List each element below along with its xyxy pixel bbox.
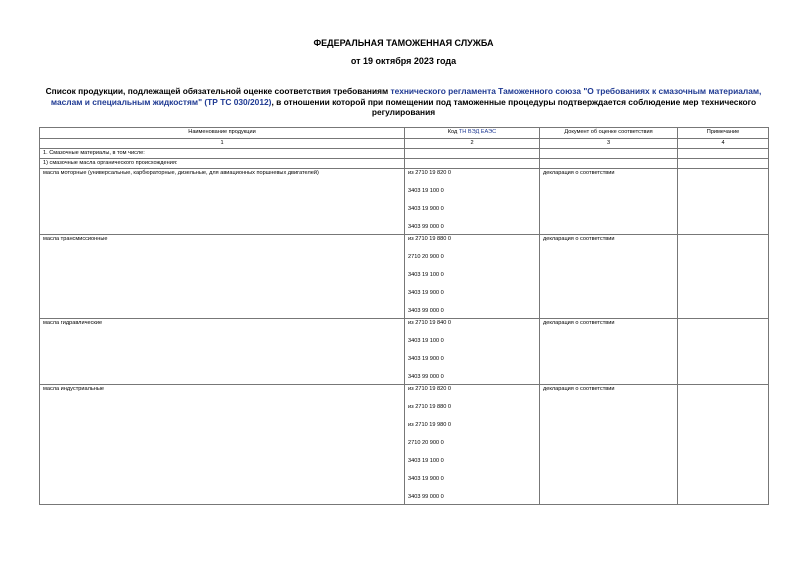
products-table — [39, 127, 769, 505]
table-header-row — [40, 128, 769, 139]
conformity-document: декларация о соответствии — [540, 319, 678, 385]
note — [678, 385, 769, 505]
col-header-code-label: Код — [447, 129, 459, 135]
hs-code: из 2710 19 820 0 — [408, 170, 452, 176]
product-codes — [405, 235, 540, 319]
product-codes — [405, 385, 540, 505]
title-text-1: Список продукции, подлежащей обязательной оценке соответствия требованиям — [45, 86, 391, 96]
product-name: масла индустриальные — [40, 385, 405, 505]
col-number: 2 — [405, 139, 540, 149]
hs-code: из 2710 19 880 0 — [408, 404, 452, 410]
document-title — [38, 86, 769, 118]
hs-code: 3403 99 000 0 — [408, 374, 444, 380]
hs-code: 3403 19 100 0 — [408, 188, 444, 194]
col-header-note: Примечание — [678, 128, 769, 139]
document-org: ФЕДЕРАЛЬНАЯ ТАМОЖЕННАЯ СЛУЖБА — [313, 38, 494, 48]
hs-code: 3403 99 000 0 — [408, 224, 444, 230]
table-row — [40, 169, 769, 235]
hs-code: из 2710 19 820 0 — [408, 386, 452, 392]
product-name: масла гидравлические — [40, 319, 405, 385]
document-date: от 19 октября 2023 года — [350, 56, 457, 66]
col-number: 4 — [678, 139, 769, 149]
hs-code: 3403 19 900 0 — [408, 476, 444, 482]
conformity-document: декларация о соответствии — [540, 169, 678, 235]
product-name: масла моторные (универсальные, карбюраторные, дизельные, для авиационных поршневых двигателей) — [40, 169, 405, 235]
note — [678, 235, 769, 319]
hs-code: 3403 19 100 0 — [408, 338, 444, 344]
column-numbers-row — [40, 139, 769, 149]
conformity-document: декларация о соответствии — [540, 235, 678, 319]
hs-code: 3403 19 900 0 — [408, 290, 444, 296]
regulation-link[interactable]: технического регламента Таможенного союза "О требованиях к смазочным материалам, маслам и специальным жидкостям" (ТР ТС 030/2012) — [50, 86, 762, 107]
col-header-code — [405, 128, 540, 139]
note — [678, 169, 769, 235]
hs-code: 3403 19 900 0 — [408, 356, 444, 362]
hs-code: из 2710 19 840 0 — [408, 320, 452, 326]
table-row — [40, 385, 769, 505]
title-text-2: , в отношении которой при помещении под таможенные процедуры подтверждается соблюдение мер технического регулирования — [271, 96, 757, 117]
hs-code: 2710 20 900 0 — [408, 254, 444, 260]
table-row — [40, 319, 769, 385]
note — [678, 319, 769, 385]
section-row — [40, 149, 769, 159]
table-row — [40, 235, 769, 319]
col-number: 3 — [540, 139, 678, 149]
section-label: 1. Смазочные материалы, в том числе: — [40, 149, 405, 159]
hs-code: 3403 19 100 0 — [408, 458, 444, 464]
hs-code: из 2710 19 980 0 — [408, 422, 452, 428]
hs-code: 3403 99 000 0 — [408, 494, 444, 500]
hs-code: 3403 19 900 0 — [408, 206, 444, 212]
conformity-document: декларация о соответствии — [540, 385, 678, 505]
product-codes — [405, 169, 540, 235]
hs-code: из 2710 19 880 0 — [408, 236, 452, 242]
product-codes — [405, 319, 540, 385]
hs-code: 3403 99 000 0 — [408, 308, 444, 314]
subsection-label: 1) смазочные масла органического происхождения: — [40, 159, 405, 169]
product-name: масла трансмиссионные — [40, 235, 405, 319]
hs-code: 2710 20 900 0 — [408, 440, 444, 446]
col-header-name: Наименование продукции — [40, 128, 405, 139]
tnved-link[interactable]: ТН ВЭД ЕАЭС — [458, 129, 497, 135]
subsection-row — [40, 159, 769, 169]
col-header-doc: Документ об оценке соответствия — [540, 128, 678, 139]
hs-code: 3403 19 100 0 — [408, 272, 444, 278]
col-number: 1 — [40, 139, 405, 149]
